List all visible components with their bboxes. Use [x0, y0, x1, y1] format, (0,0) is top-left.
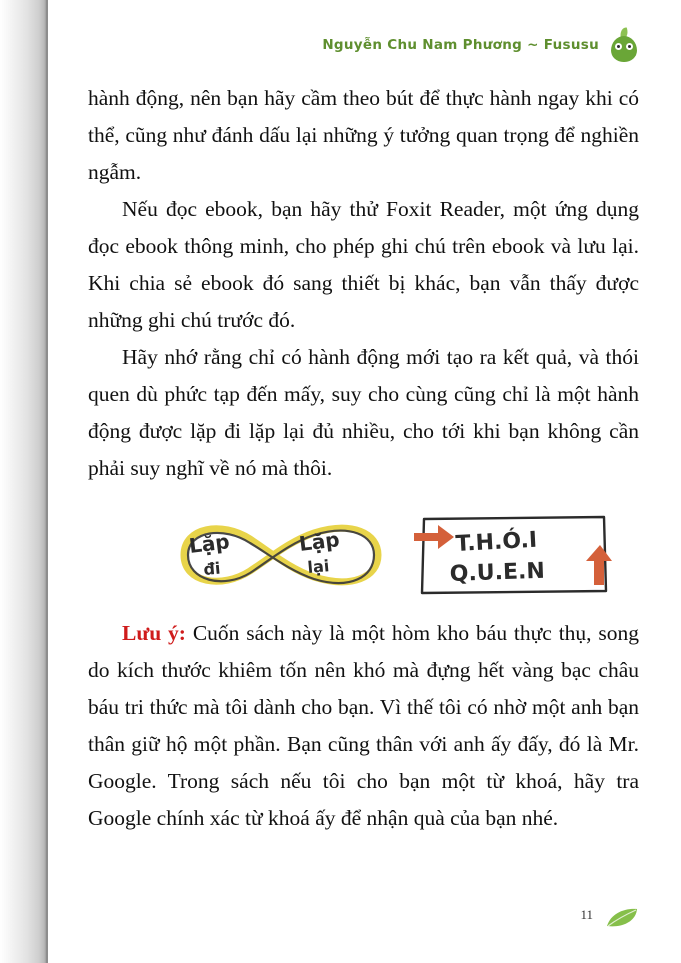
paragraph-2: Nếu đọc ebook, bạn hãy thử Foxit Reader, một ứng dụng đọc ebook thông minh, cho phép ghi chú trên ebook và lưu lại. Khi chia sẻ ebook đó sang thiết bị khác, bạn vẫn thấy được những ghi chú trước đó.: [88, 197, 639, 332]
page-binding-edge: [0, 0, 46, 963]
fususu-avocado-logo-icon: [609, 28, 639, 62]
infinity-loop-doodle: [166, 505, 396, 605]
page-content: [88, 80, 639, 837]
logo-body: [611, 36, 637, 62]
svg-text:Q.U.E.N: Q.U.E.N: [449, 558, 546, 587]
logo-eye-right: [626, 43, 633, 50]
paragraph-3: Hãy nhớ rằng chỉ có hành động mới tạo ra kết quả, và thói quen dù phức tạp đến mấy, suy cho cùng cũng chỉ là một hành động được lặp đi lặp lại đủ nhiều, cho tới khi bạn không cần phải suy nghĩ về nó mà thôi.: [88, 345, 639, 480]
paragraph-note: [88, 615, 639, 837]
note-text: Cuốn sách này là một hòm kho báu thực thụ, song do kích thước khiêm tốn nên khó mà đựng hết vàng bạc châu báu tri thức mà tôi dành cho bạn. Vì thế tôi có nhờ một anh bạn thân giữ hộ một phần. Bạn cũng thân với anh ấy đấy, đó là Mr. Google. Trong sách nếu tôi cho bạn một từ khoá, hãy tra Google chính xác từ khoá ấy để nhận quà của bạn nhé.: [88, 621, 640, 830]
svg-text:đi: đi: [202, 558, 222, 579]
author-running-head: Nguyễn Chu Nam Phương ~ Fususu: [322, 37, 599, 53]
thoi-quen-box-doodle: [408, 507, 618, 607]
svg-text:lại: lại: [306, 556, 331, 577]
page-footer: [580, 907, 639, 929]
logo-eye-left: [615, 43, 622, 50]
page-number: 11: [580, 907, 593, 922]
book-page: [48, 0, 681, 963]
svg-text:Lặp: Lặp: [297, 527, 341, 556]
handwritten-doodle-illustration: [88, 505, 639, 609]
page-header: [322, 28, 639, 62]
leaf-icon: [605, 907, 639, 929]
note-label: Lưu ý:: [122, 621, 186, 645]
svg-text:T.H.Ó.I: T.H.Ó.I: [455, 527, 538, 557]
svg-text:Lặp: Lặp: [187, 529, 231, 558]
paragraph-1: hành động, nên bạn hãy cầm theo bút để thực hành ngay khi có thể, cũng như đánh dấu lại những ý tưởng quan trọng để nghiền ngẫm.: [88, 86, 639, 184]
